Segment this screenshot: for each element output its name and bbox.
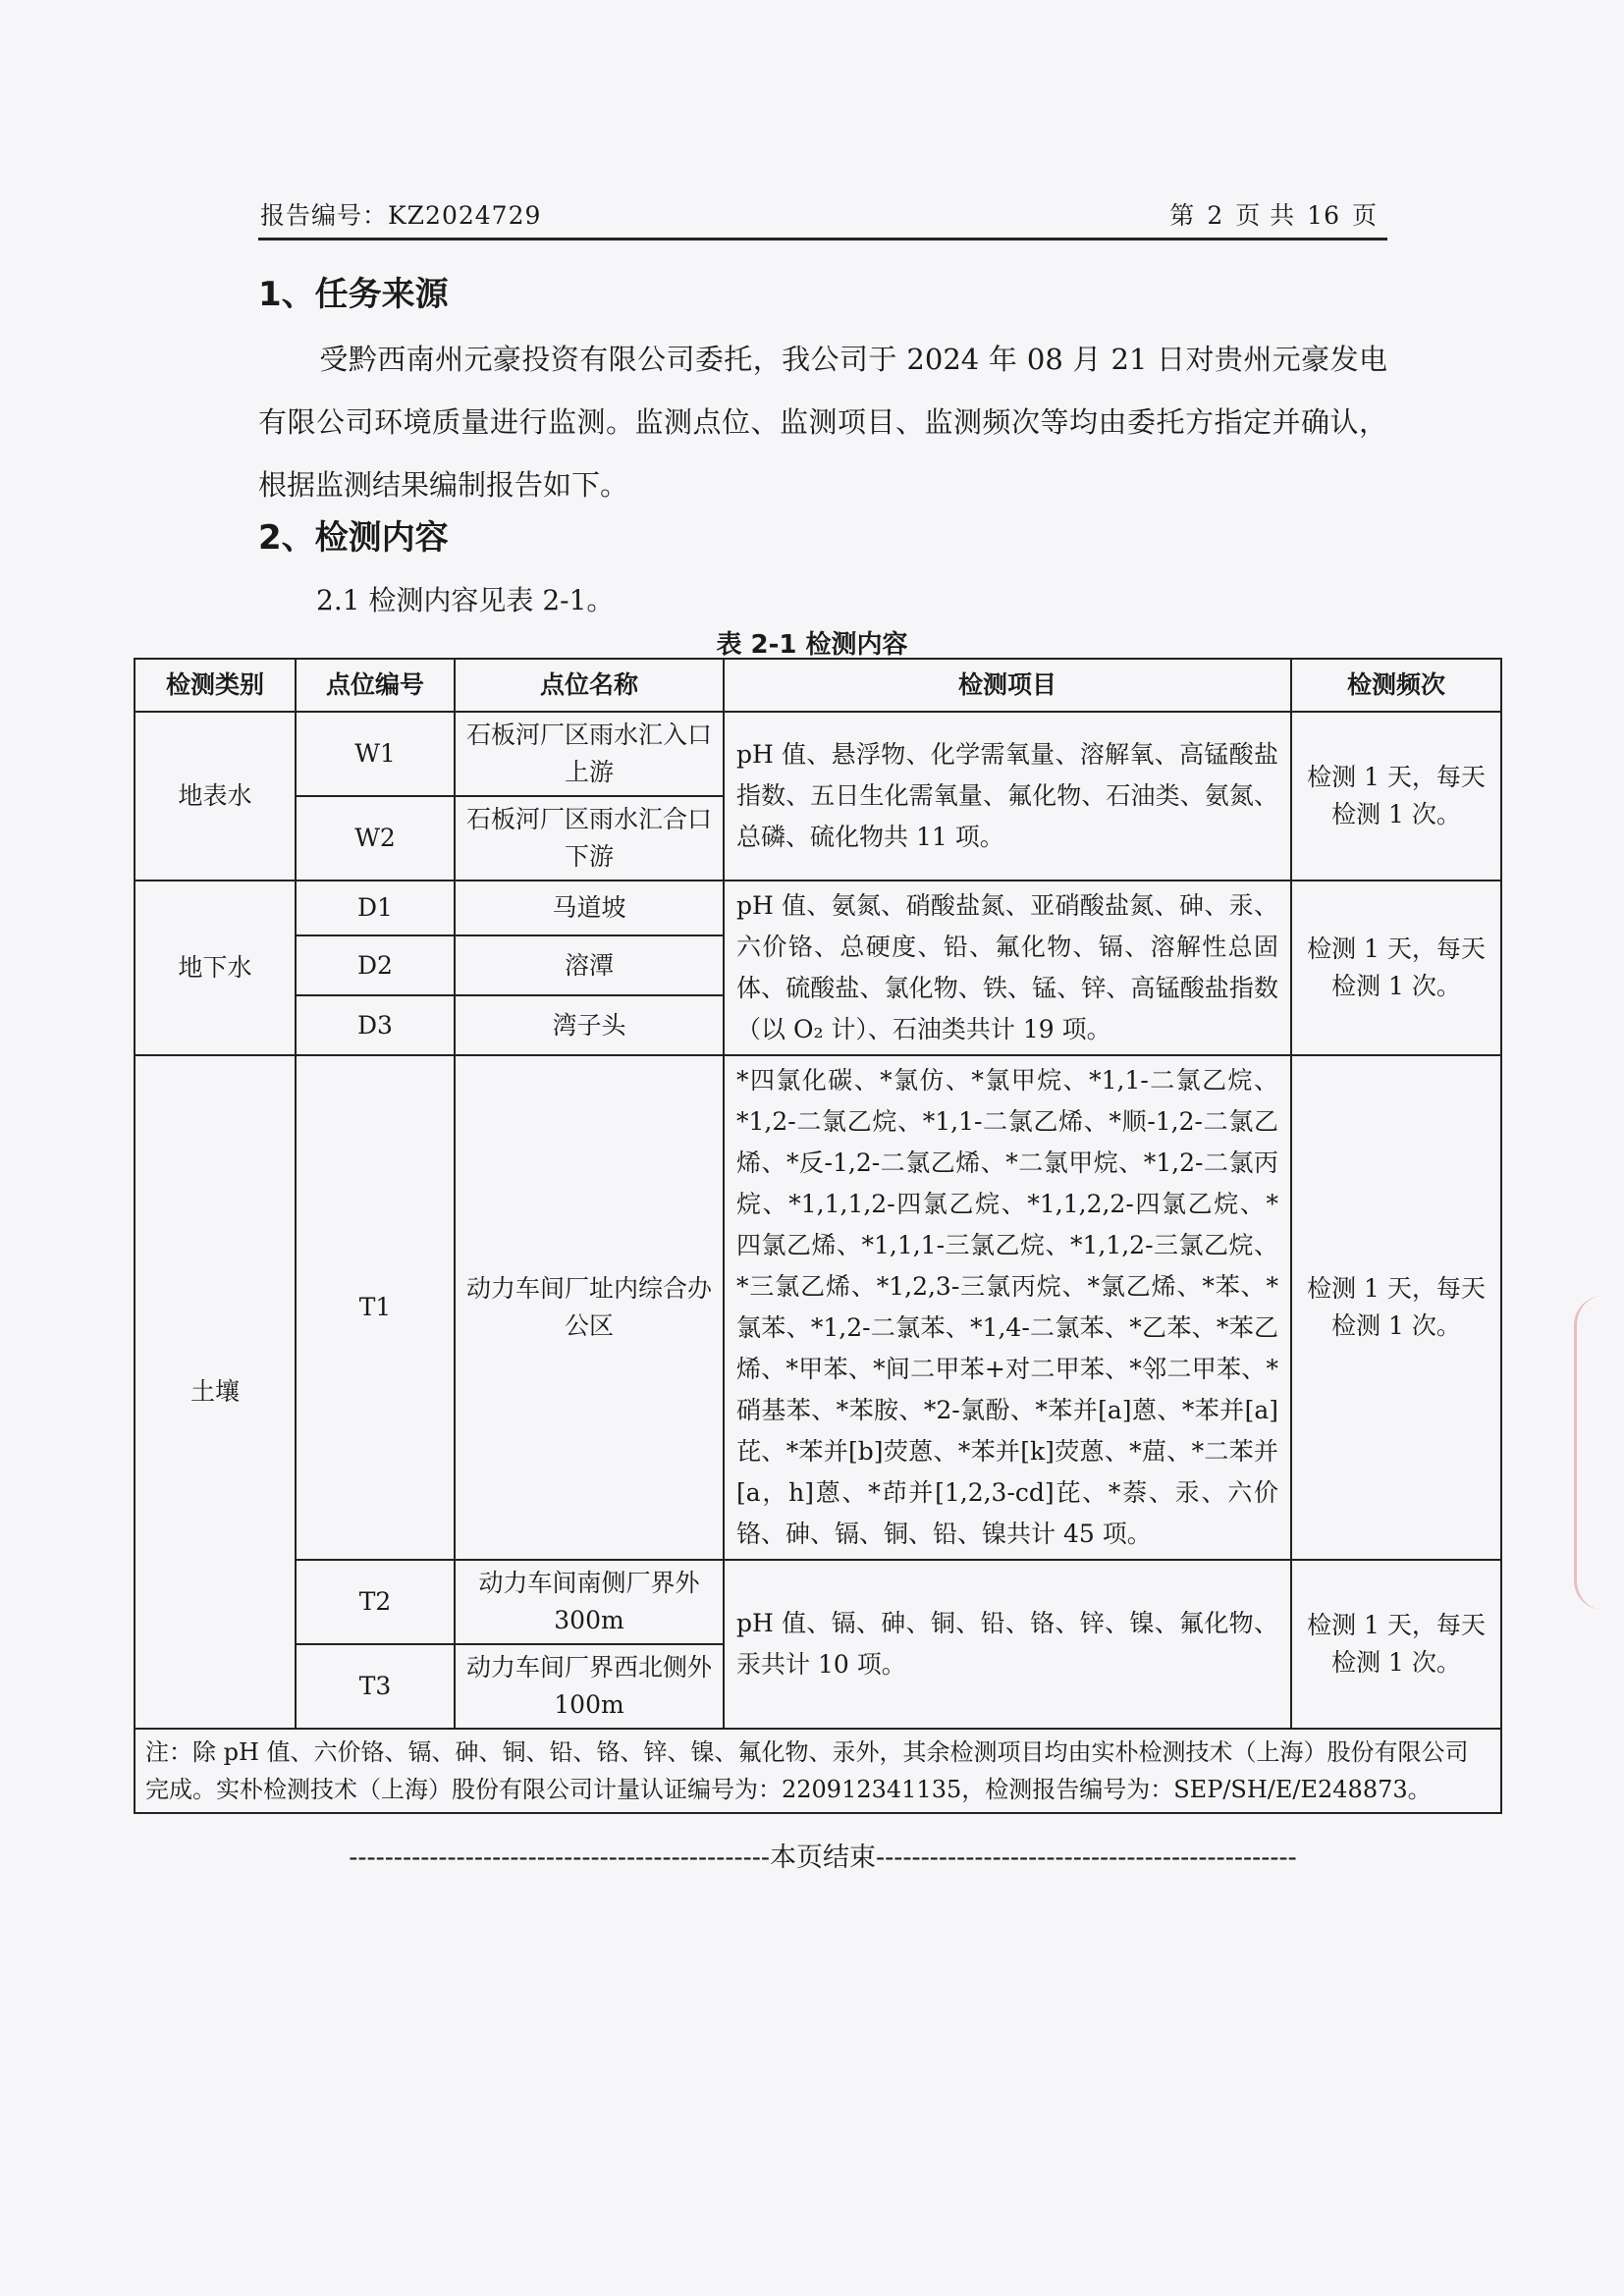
table-note-row — [135, 1729, 1501, 1813]
point-name-cell: 溶潭 — [455, 935, 724, 995]
page-indicator: 第 2 页 共 16 页 — [1169, 201, 1378, 230]
table-caption: 表 2-1 检测内容 — [716, 630, 908, 660]
point-id-cell: T2 — [296, 1560, 455, 1644]
total-pages: 16 — [1307, 201, 1340, 230]
test-items-cell: *四氯化碳、*氯仿、*氯甲烷、*1,1-二氯乙烷、*1,2-二氯乙烷、*1,1-二氯乙烯、*顺-1,2-二氯乙烯、*反-1,2-二氯乙烯、*二氯甲烷、*1,2-二氯丙烷、*1,1,1,2-四氯乙烷、*1,1,2,2-四氯乙烷、*四氯乙烯、*1,1,1-三氯乙烷、*1,1,2-三氯乙烷、*三氯乙烯、*1,2,3-三氯丙烷、*氯乙烯、*苯、*氯苯、*1,2-二氯苯、*1,4-二氯苯、*乙苯、*苯乙烯、*甲苯、*间二甲苯+对二甲苯、*邻二甲苯、*硝基苯、*苯胺、*2-氯酚、*苯并[a]蒽、*苯并[a]芘、*苯并[b]荧蒽、*苯并[k]荧蒽、*䓛、*二苯并[a，h]蒽、*茚并[1,2,3-cd]芘、*萘、汞、六价铬、砷、镉、铜、铅、镍共计 45 项。 — [724, 1055, 1291, 1560]
point-id-cell: W1 — [296, 712, 455, 796]
page-end-marker: -----------------------------------------------本页结束----------------------------------------------- — [349, 1842, 1297, 1873]
frequency-cell: 检测 1 天，每天检测 1 次。 — [1291, 1055, 1501, 1560]
point-id-cell: T3 — [296, 1644, 455, 1729]
test-content-intro: 2.1 检测内容见表 2-1。 — [316, 584, 615, 616]
point-id-cell: D3 — [296, 995, 455, 1055]
task-source-paragraph: 受黔西南州元豪投资有限公司委托，我公司于 2024 年 08 月 21 日对贵州元豪发电有限公司环境质量进行监测。监测点位、监测项目、监测频次等均由委托方指定并确认，根据监测结果编制报告如下。 — [258, 343, 1387, 502]
point-id-cell: D2 — [296, 935, 455, 995]
header-point-id: 点位编号 — [296, 659, 455, 712]
point-name-cell: 动力车间厂址内综合办公区 — [455, 1055, 724, 1560]
category-cell: 地下水 — [135, 881, 296, 1055]
point-name-cell: 动力车间南侧厂界外 300m — [455, 1560, 724, 1644]
point-id-cell: T1 — [296, 1055, 455, 1560]
frequency-cell: 检测 1 天，每天检测 1 次。 — [1291, 881, 1501, 1055]
report-number: 报告编号：KZ2024729 — [260, 201, 542, 230]
section-title-test-content: 2、检测内容 — [258, 518, 449, 558]
point-name-cell: 湾子头 — [455, 995, 724, 1055]
table-row — [135, 881, 1501, 935]
header-frequency: 检测频次 — [1291, 659, 1501, 712]
frequency-cell: 检测 1 天，每天检测 1 次。 — [1291, 712, 1501, 881]
current-page: 2 — [1207, 201, 1224, 230]
table-header-row — [135, 659, 1501, 712]
point-name-cell: 石板河厂区雨水汇入口上游 — [455, 712, 724, 796]
header-test-items: 检测项目 — [724, 659, 1291, 712]
test-content-table — [134, 658, 1502, 1814]
point-id-cell: W2 — [296, 796, 455, 881]
seal-stamp-fragment — [1574, 1296, 1624, 1610]
table-row — [135, 1560, 1501, 1644]
category-cell: 地表水 — [135, 712, 296, 881]
header-point-name: 点位名称 — [455, 659, 724, 712]
frequency-cell: 检测 1 天，每天检测 1 次。 — [1291, 1560, 1501, 1729]
point-name-cell: 马道坡 — [455, 881, 724, 935]
section-title-task-source: 1、任务来源 — [258, 275, 449, 314]
table-row — [135, 712, 1501, 796]
category-cell: 土壤 — [135, 1055, 296, 1729]
header-category: 检测类别 — [135, 659, 296, 712]
point-id-cell: D1 — [296, 881, 455, 935]
test-items-cell: pH 值、氨氮、硝酸盐氮、亚硝酸盐氮、砷、汞、六价铬、总硬度、铅、氟化物、镉、溶解性总固体、硫酸盐、氯化物、铁、锰、锌、高锰酸盐指数（以 O₂ 计）、石油类共计 19 项。 — [724, 881, 1291, 1055]
table-row — [135, 1055, 1501, 1560]
table-note: 注：除 pH 值、六价铬、镉、砷、铜、铅、铬、锌、镍、氟化物、汞外，其余检测项目均由实朴检测技术（上海）股份有限公司完成。实朴检测技术（上海）股份有限公司计量认证编号为：220912341135，检测报告编号为：SEP/SH/E/E248873。 — [135, 1729, 1501, 1813]
page-header — [258, 194, 1387, 240]
test-items-cell: pH 值、悬浮物、化学需氧量、溶解氧、高锰酸盐指数、五日生化需氧量、氟化物、石油类、氨氮、总磷、硫化物共 11 项。 — [724, 712, 1291, 881]
point-name-cell: 动力车间厂界西北侧外 100m — [455, 1644, 724, 1729]
test-items-cell: pH 值、镉、砷、铜、铅、铬、锌、镍、氟化物、汞共计 10 项。 — [724, 1560, 1291, 1729]
point-name-cell: 石板河厂区雨水汇合口下游 — [455, 796, 724, 881]
